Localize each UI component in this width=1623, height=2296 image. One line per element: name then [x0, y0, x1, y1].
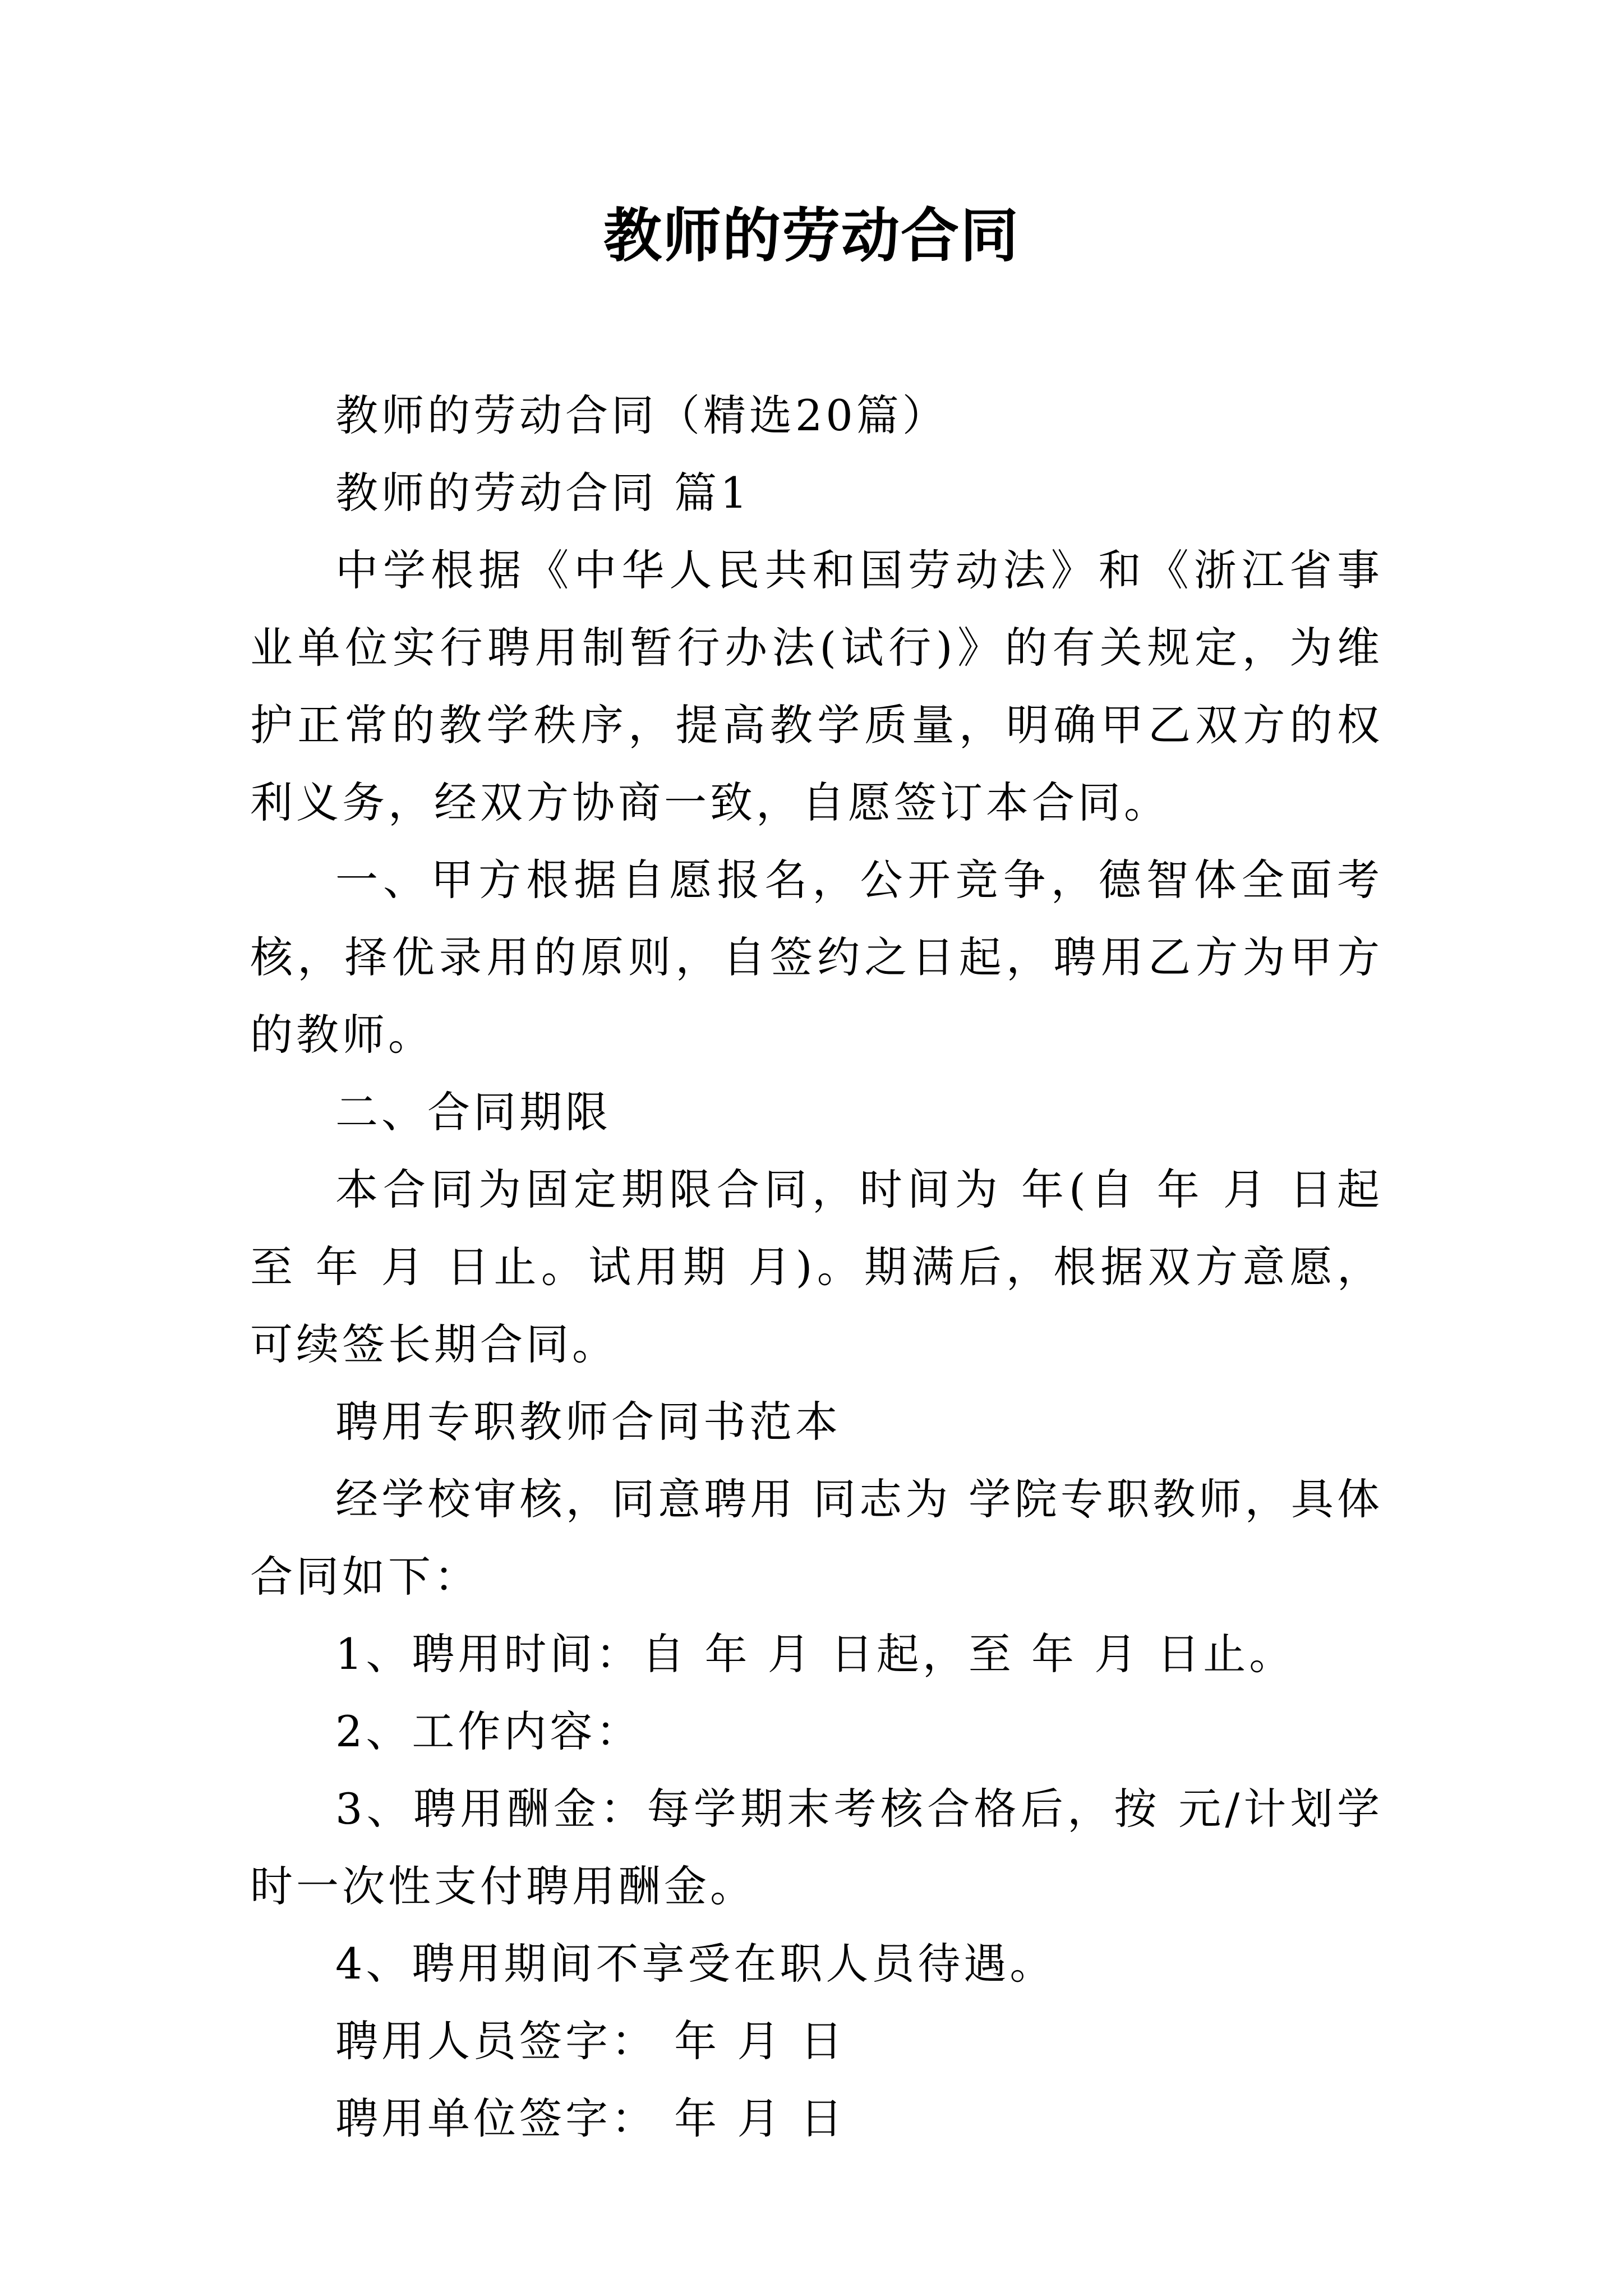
paragraph-subtitle: 教师的劳动合同（精选20篇）	[335, 390, 948, 440]
paragraph-employer-signature: 聘用单位签字： 年 月 日	[335, 2093, 846, 2143]
paragraph-preamble: 中学根据《中华人民共和国劳动法》和《浙江省事业单位实行聘用制暂行办法(试行)》的有关规定，为维护正常的教学秩序，提高教学质量，明确甲乙双方的权利义务，经双方协商一致，自愿签订本合同。	[250, 545, 1383, 827]
paragraph-item-3: 3、聘用酬金：每学期末考核合格后，按 元/计划学时一次性支付聘用酬金。	[250, 1784, 1383, 1911]
paragraph-employee-signature: 聘用人员签字： 年 月 日	[335, 2016, 846, 2066]
paragraph-item-1: 1、聘用时间：自 年 月 日起，至 年 月 日止。	[335, 1629, 1295, 1679]
paragraph-item-2: 2、工作内容：	[335, 1706, 642, 1756]
paragraph-template-intro: 经学校审核，同意聘用 同志为 学院专职教师，具体合同如下：	[250, 1474, 1383, 1602]
document-title: 教师的劳动合同	[603, 201, 1020, 270]
paragraph-template-title: 聘用专职教师合同书范本	[335, 1397, 841, 1447]
paragraph-clause-2-heading: 二、合同期限	[335, 1087, 611, 1137]
paragraph-section-heading: 教师的劳动合同 篇1	[335, 468, 751, 518]
document-body	[250, 377, 1383, 2157]
paragraph-item-4: 4、聘用期间不享受在职人员待遇。	[335, 1939, 1056, 1989]
paragraph-clause-1: 一、甲方根据自愿报名，公开竞争，德智体全面考核，择优录用的原则，自签约之日起，聘用乙方为甲方的教师。	[250, 855, 1383, 1060]
paragraph-contract-term: 本合同为固定期限合同，时间为 年(自 年 月 日起至 年 月 日止。试用期 月)。期满后，根据双方意愿，可续签长期合同。	[250, 1165, 1383, 1369]
